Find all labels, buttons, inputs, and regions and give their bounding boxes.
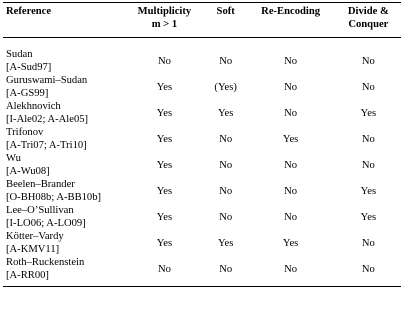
- reference-citation: [A-Wu08]: [6, 166, 50, 177]
- reference-citation: [A-Tri07; A-Tri10]: [6, 140, 87, 151]
- reference-name: Guruswami–Sudan: [6, 75, 88, 86]
- multiplicity-cell: Yes: [156, 107, 173, 119]
- table-row: [3, 230, 401, 256]
- reference-citation: [I-Ale02; A-Ale05]: [6, 114, 89, 125]
- reference-cell: [3, 126, 123, 152]
- header-multiplicity-line2: m > 1: [151, 19, 178, 30]
- header-reference: Reference: [6, 6, 52, 17]
- reference-cell: [3, 38, 123, 75]
- divide-cell: No: [361, 81, 375, 93]
- divide-cell: No: [361, 159, 375, 171]
- reference-name: Trifonov: [6, 127, 44, 138]
- table-body: [3, 38, 401, 287]
- header-multiplicity-line1: Multiplicity: [137, 6, 192, 17]
- header-divide-line1: Divide &: [347, 6, 389, 17]
- multiplicity-cell: Yes: [156, 159, 173, 171]
- reencoding-cell: No: [284, 211, 298, 223]
- soft-cell: No: [219, 55, 233, 67]
- divide-cell: No: [361, 55, 375, 67]
- multiplicity-cell: Yes: [156, 81, 173, 93]
- divide-cell: No: [361, 237, 375, 249]
- reencoding-cell: Yes: [282, 133, 299, 145]
- table-row: [3, 74, 401, 100]
- header-divide-conquer: [336, 3, 401, 38]
- table-header: [3, 3, 401, 38]
- reference-citation: [A-Sud97]: [6, 62, 52, 73]
- multiplicity-cell: Yes: [156, 211, 173, 223]
- reference-name: Wu: [6, 153, 21, 164]
- reference-citation: [A-KMV11]: [6, 244, 60, 255]
- soft-cell: No: [219, 211, 233, 223]
- divide-cell: No: [361, 133, 375, 145]
- multiplicity-cell: No: [157, 263, 171, 275]
- multiplicity-cell: No: [157, 55, 171, 67]
- reference-citation: [I-LO06; A-LO09]: [6, 218, 86, 229]
- reencoding-cell: Yes: [282, 237, 299, 249]
- reference-name: Sudan: [6, 49, 33, 60]
- table-row: [3, 204, 401, 230]
- soft-cell: No: [219, 185, 233, 197]
- soft-cell: No: [219, 133, 233, 145]
- reference-name: Lee–O’Sullivan: [6, 205, 74, 216]
- reference-citation: [O-BH08b; A-BB10b]: [6, 192, 102, 203]
- reencoding-cell: No: [284, 263, 298, 275]
- divide-cell: Yes: [360, 107, 377, 119]
- divide-cell: Yes: [360, 185, 377, 197]
- reencoding-cell: No: [284, 185, 298, 197]
- reencoding-cell: No: [284, 81, 298, 93]
- header-multiplicity: [123, 3, 206, 38]
- header-row: [3, 3, 401, 38]
- header-soft: Soft: [216, 6, 235, 17]
- table-row: [3, 256, 401, 287]
- multiplicity-cell: Yes: [156, 133, 173, 145]
- divide-cell: No: [361, 263, 375, 275]
- soft-cell: Yes: [217, 107, 234, 119]
- table-row: [3, 178, 401, 204]
- reference-name: Alekhnovich: [6, 101, 61, 112]
- soft-cell: No: [219, 159, 233, 171]
- header-reencoding: Re-Encoding: [261, 6, 321, 17]
- reencoding-cell: No: [284, 55, 298, 67]
- reference-cell: [3, 152, 123, 178]
- comparison-table: [3, 2, 401, 287]
- divide-cell: Yes: [360, 211, 377, 223]
- multiplicity-cell: Yes: [156, 237, 173, 249]
- reference-cell: [3, 100, 123, 126]
- reference-cell: [3, 204, 123, 230]
- multiplicity-cell: Yes: [156, 185, 173, 197]
- soft-cell: Yes: [217, 237, 234, 249]
- table-row: [3, 38, 401, 75]
- reencoding-cell: No: [284, 159, 298, 171]
- table-row: [3, 100, 401, 126]
- reference-cell: [3, 230, 123, 256]
- reference-cell: [3, 256, 123, 287]
- reference-name: Kötter–Vardy: [6, 231, 64, 242]
- soft-cell: No: [219, 263, 233, 275]
- reference-cell: [3, 74, 123, 100]
- reference-name: Beelen–Brander: [6, 179, 75, 190]
- table-row: [3, 152, 401, 178]
- reference-name: Roth–Ruckenstein: [6, 257, 85, 268]
- reference-citation: [A-RR00]: [6, 270, 49, 281]
- reference-citation: [A-GS99]: [6, 88, 49, 99]
- header-divide-line2: Conquer: [348, 19, 389, 30]
- table-row: [3, 126, 401, 152]
- reference-cell: [3, 178, 123, 204]
- reencoding-cell: No: [284, 107, 298, 119]
- soft-cell: (Yes): [214, 81, 237, 93]
